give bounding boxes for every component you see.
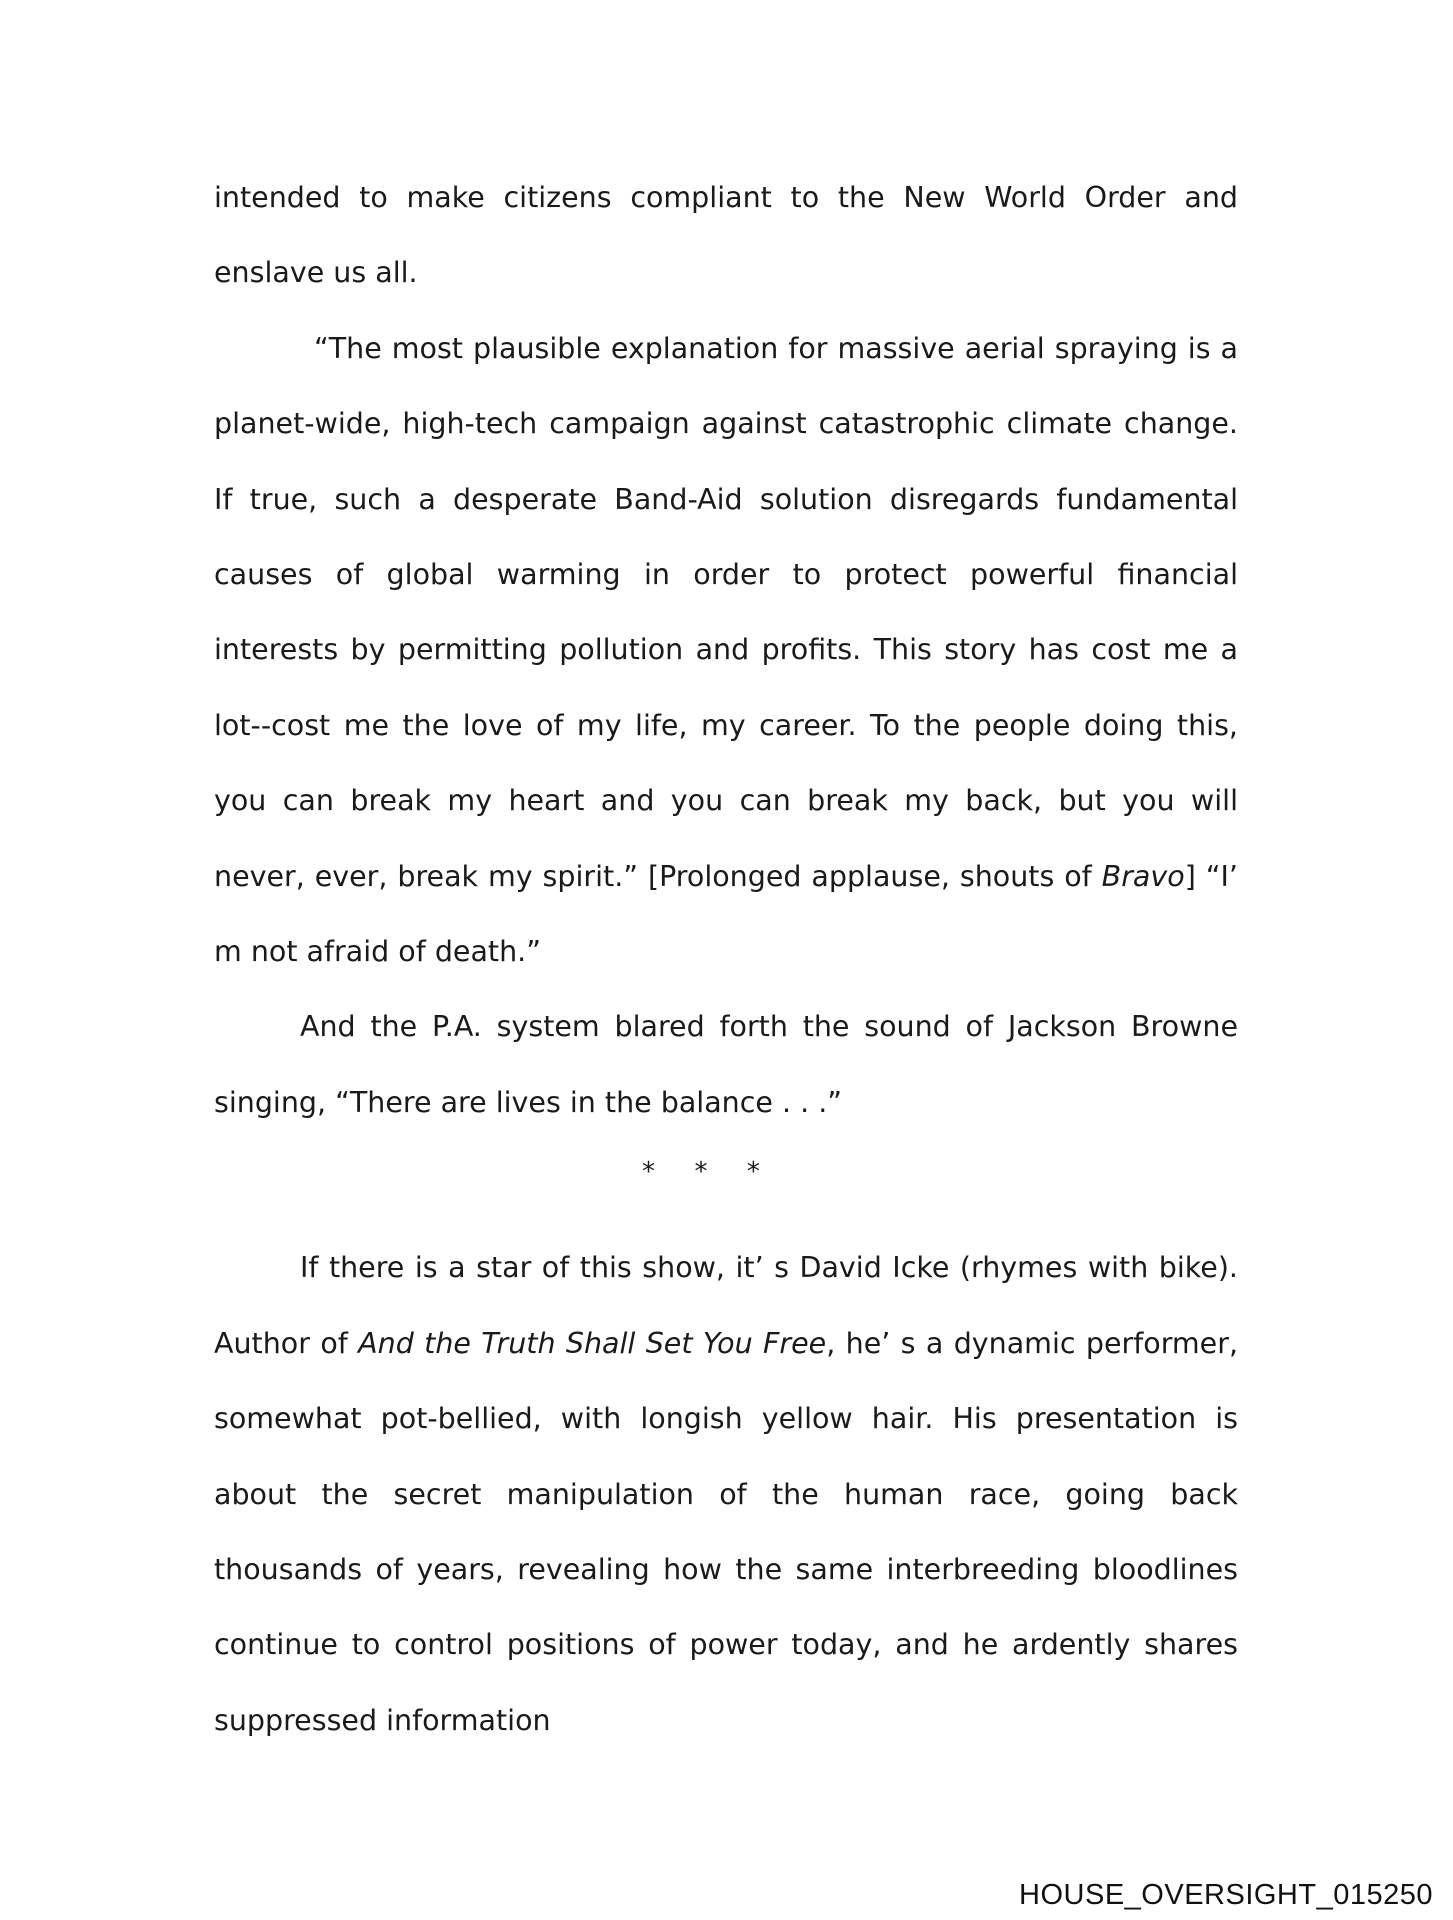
stage-direction-italic: Bravo: [1101, 859, 1185, 893]
paragraph-david-icke-part1: If there is a star of this show, it’ s David Icke (rhymes with bike). Author of: [214, 1251, 1238, 1360]
paragraph-continuation: intended to make citizens compliant to the New World Order and enslave us all.: [214, 181, 1238, 290]
page-body: [214, 160, 1238, 1758]
paragraph-david-icke: [214, 1230, 1238, 1758]
paragraph-pa-system: And the P.A. system blared forth the sound of Jackson Browne singing, “There are lives in the balance . . .”: [214, 1010, 1238, 1119]
stage-direction-open: [Prolonged applause, shouts of: [638, 859, 1102, 893]
paragraph-quote: [214, 311, 1238, 990]
book-title: And the Truth Shall Set You Free: [358, 1326, 827, 1360]
quote-death: “I’ m not afraid of death.”: [214, 859, 1238, 969]
quote-text: “The most plausible explanation for massive aerial spraying is a planet-wide, high-tech campaign against catastrophic climate change. If true, such a desperate Band-Aid solution disregards fundamental causes of global warming in order to protect powerful financial interests by permitting pollution and profits. This story has cost me a lot--cost me the love of my life, my career. To the people doing this, you can break my heart and you can break my back, but you will never, ever, break my spirit.”: [214, 331, 1238, 893]
scene-break: * * *: [642, 1157, 776, 1188]
document-id: HOUSE_OVERSIGHT_015250: [1019, 1879, 1433, 1911]
paragraph-david-icke-part2: , he’ s a dynamic performer, somewhat pot-bellied, with longish yellow hair. His presentation is about the secret manipulation of the human race, going back thousands of years, revealing how the same interbreeding bloodlines continue to control positions of power today, and he ardently shares suppressed information: [214, 1326, 1238, 1737]
stage-direction-close: ]: [1184, 859, 1196, 893]
